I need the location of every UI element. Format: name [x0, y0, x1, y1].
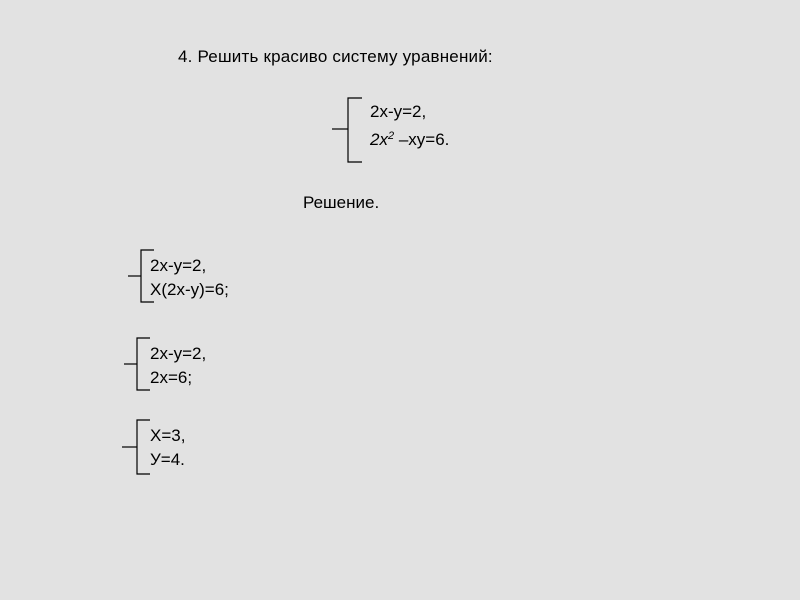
given-equation-1: 2x-y=2,: [370, 102, 427, 121]
system-bracket-icon: [122, 420, 152, 476]
step-3-equation-1: X=3,: [150, 426, 186, 445]
step-3-equation-2: У=4.: [150, 450, 185, 469]
given-equation-2-exponent: 2: [387, 130, 395, 142]
step-1-equation-1: 2x-y=2,: [150, 256, 207, 275]
step-1-equations: [150, 254, 229, 302]
solution-step-3: [122, 420, 282, 476]
system-bracket-icon: [330, 98, 370, 164]
step-2-equations: [150, 342, 206, 390]
step-2-equation-2: 2x=6;: [150, 368, 193, 387]
given-system: [330, 98, 490, 164]
given-equation-2-base: 2x: [370, 130, 388, 149]
solution-step-1: [128, 250, 288, 304]
solution-heading: Решение.: [303, 193, 380, 212]
given-equation-2: [370, 124, 449, 152]
solution-step-2: [124, 338, 284, 392]
step-2-equation-1: 2x-y=2,: [150, 344, 207, 363]
problem-title: 4. Решить красиво систему уравнений:: [178, 47, 493, 66]
given-system-equations: [370, 100, 449, 152]
step-1-equation-2: X(2x-y)=6;: [150, 280, 229, 299]
given-equation-2-rest: –xy=6.: [394, 130, 450, 149]
step-3-equations: [150, 424, 185, 472]
